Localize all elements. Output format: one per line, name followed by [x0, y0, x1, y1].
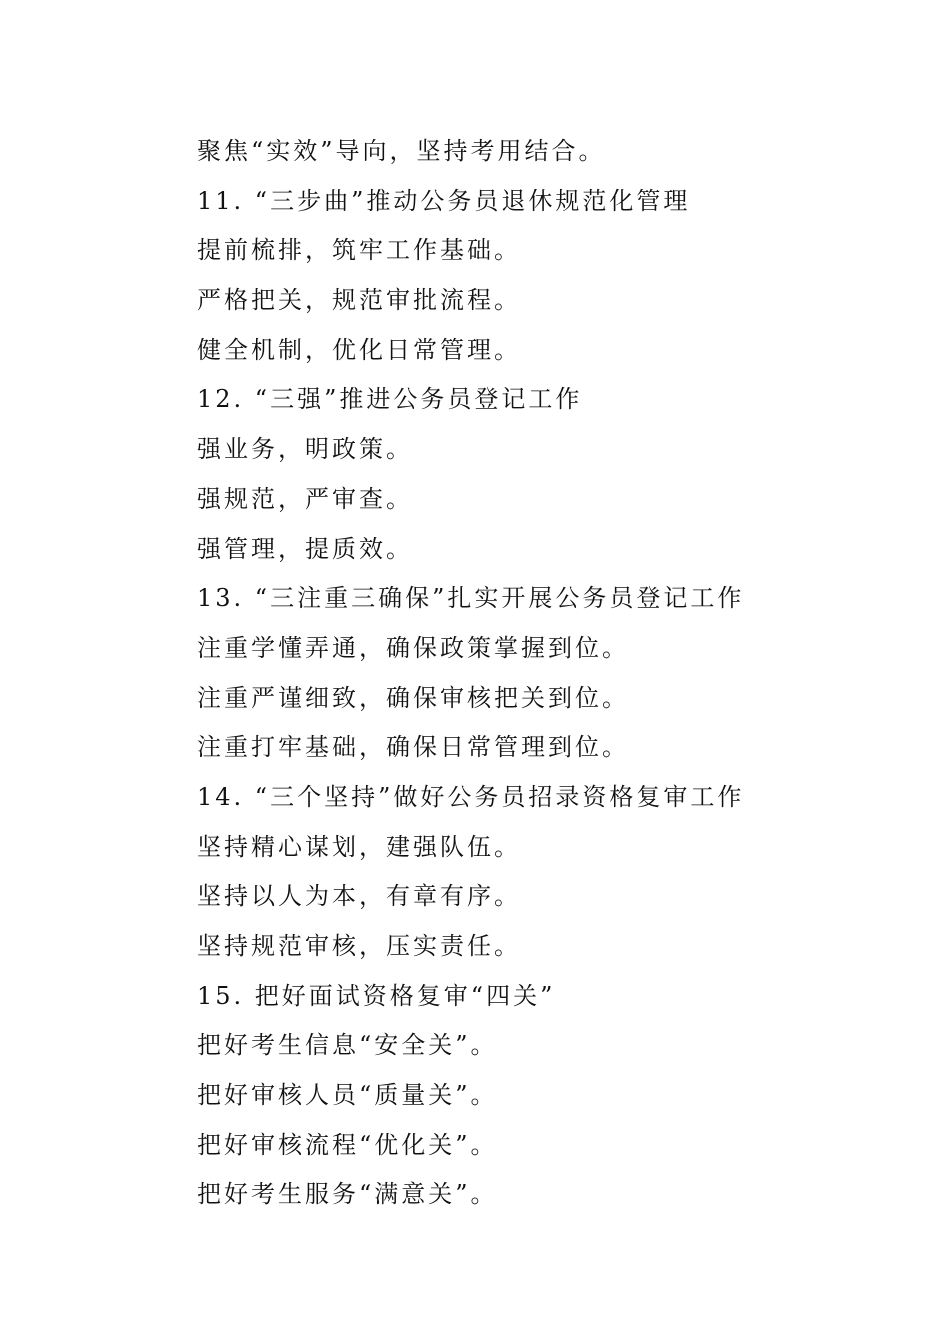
- text-line: 聚焦“实效”导向，坚持考用结合。: [197, 137, 606, 165]
- text-line: 把好审核流程“优化关”。: [197, 1130, 498, 1159]
- section-heading: 14. “三个坚持”做好公务员招录资格复审工作: [197, 782, 745, 811]
- text-line: 强业务，明政策。: [197, 435, 413, 464]
- text-line: 把好考生服务“满意关”。: [197, 1180, 498, 1209]
- text-line: 强规范，严审查。: [197, 484, 413, 513]
- section-heading: 13. “三注重三确保”扎实开展公务员登记工作: [197, 584, 745, 613]
- text-line: 坚持精心谋划，建强队伍。: [197, 832, 521, 861]
- section-heading: 15. 把好面试资格复审“四关”: [197, 981, 556, 1010]
- text-line: 强管理，提质效。: [197, 534, 413, 563]
- text-line: 健全机制，优化日常管理。: [197, 335, 521, 364]
- text-line: 提前梳排，筑牢工作基础。: [197, 236, 521, 265]
- document-body: [197, 127, 897, 1220]
- text-line: 注重严谨细致，确保审核把关到位。: [197, 683, 629, 712]
- text-line: 注重学懂弄通，确保政策掌握到位。: [197, 633, 629, 662]
- text-line: 注重打牢基础，确保日常管理到位。: [197, 733, 629, 762]
- text-line: 严格把关，规范审批流程。: [197, 286, 521, 315]
- text-line: 把好审核人员“质量关”。: [197, 1081, 498, 1110]
- text-line: 把好考生信息“安全关”。: [197, 1031, 498, 1060]
- text-line: 坚持规范审核，压实责任。: [197, 932, 521, 960]
- text-line: 坚持以人为本，有章有序。: [197, 882, 521, 911]
- section-heading: 12. “三强”推进公务员登记工作: [197, 385, 583, 414]
- section-heading: 11. “三步曲”推动公务员退休规范化管理: [197, 186, 691, 215]
